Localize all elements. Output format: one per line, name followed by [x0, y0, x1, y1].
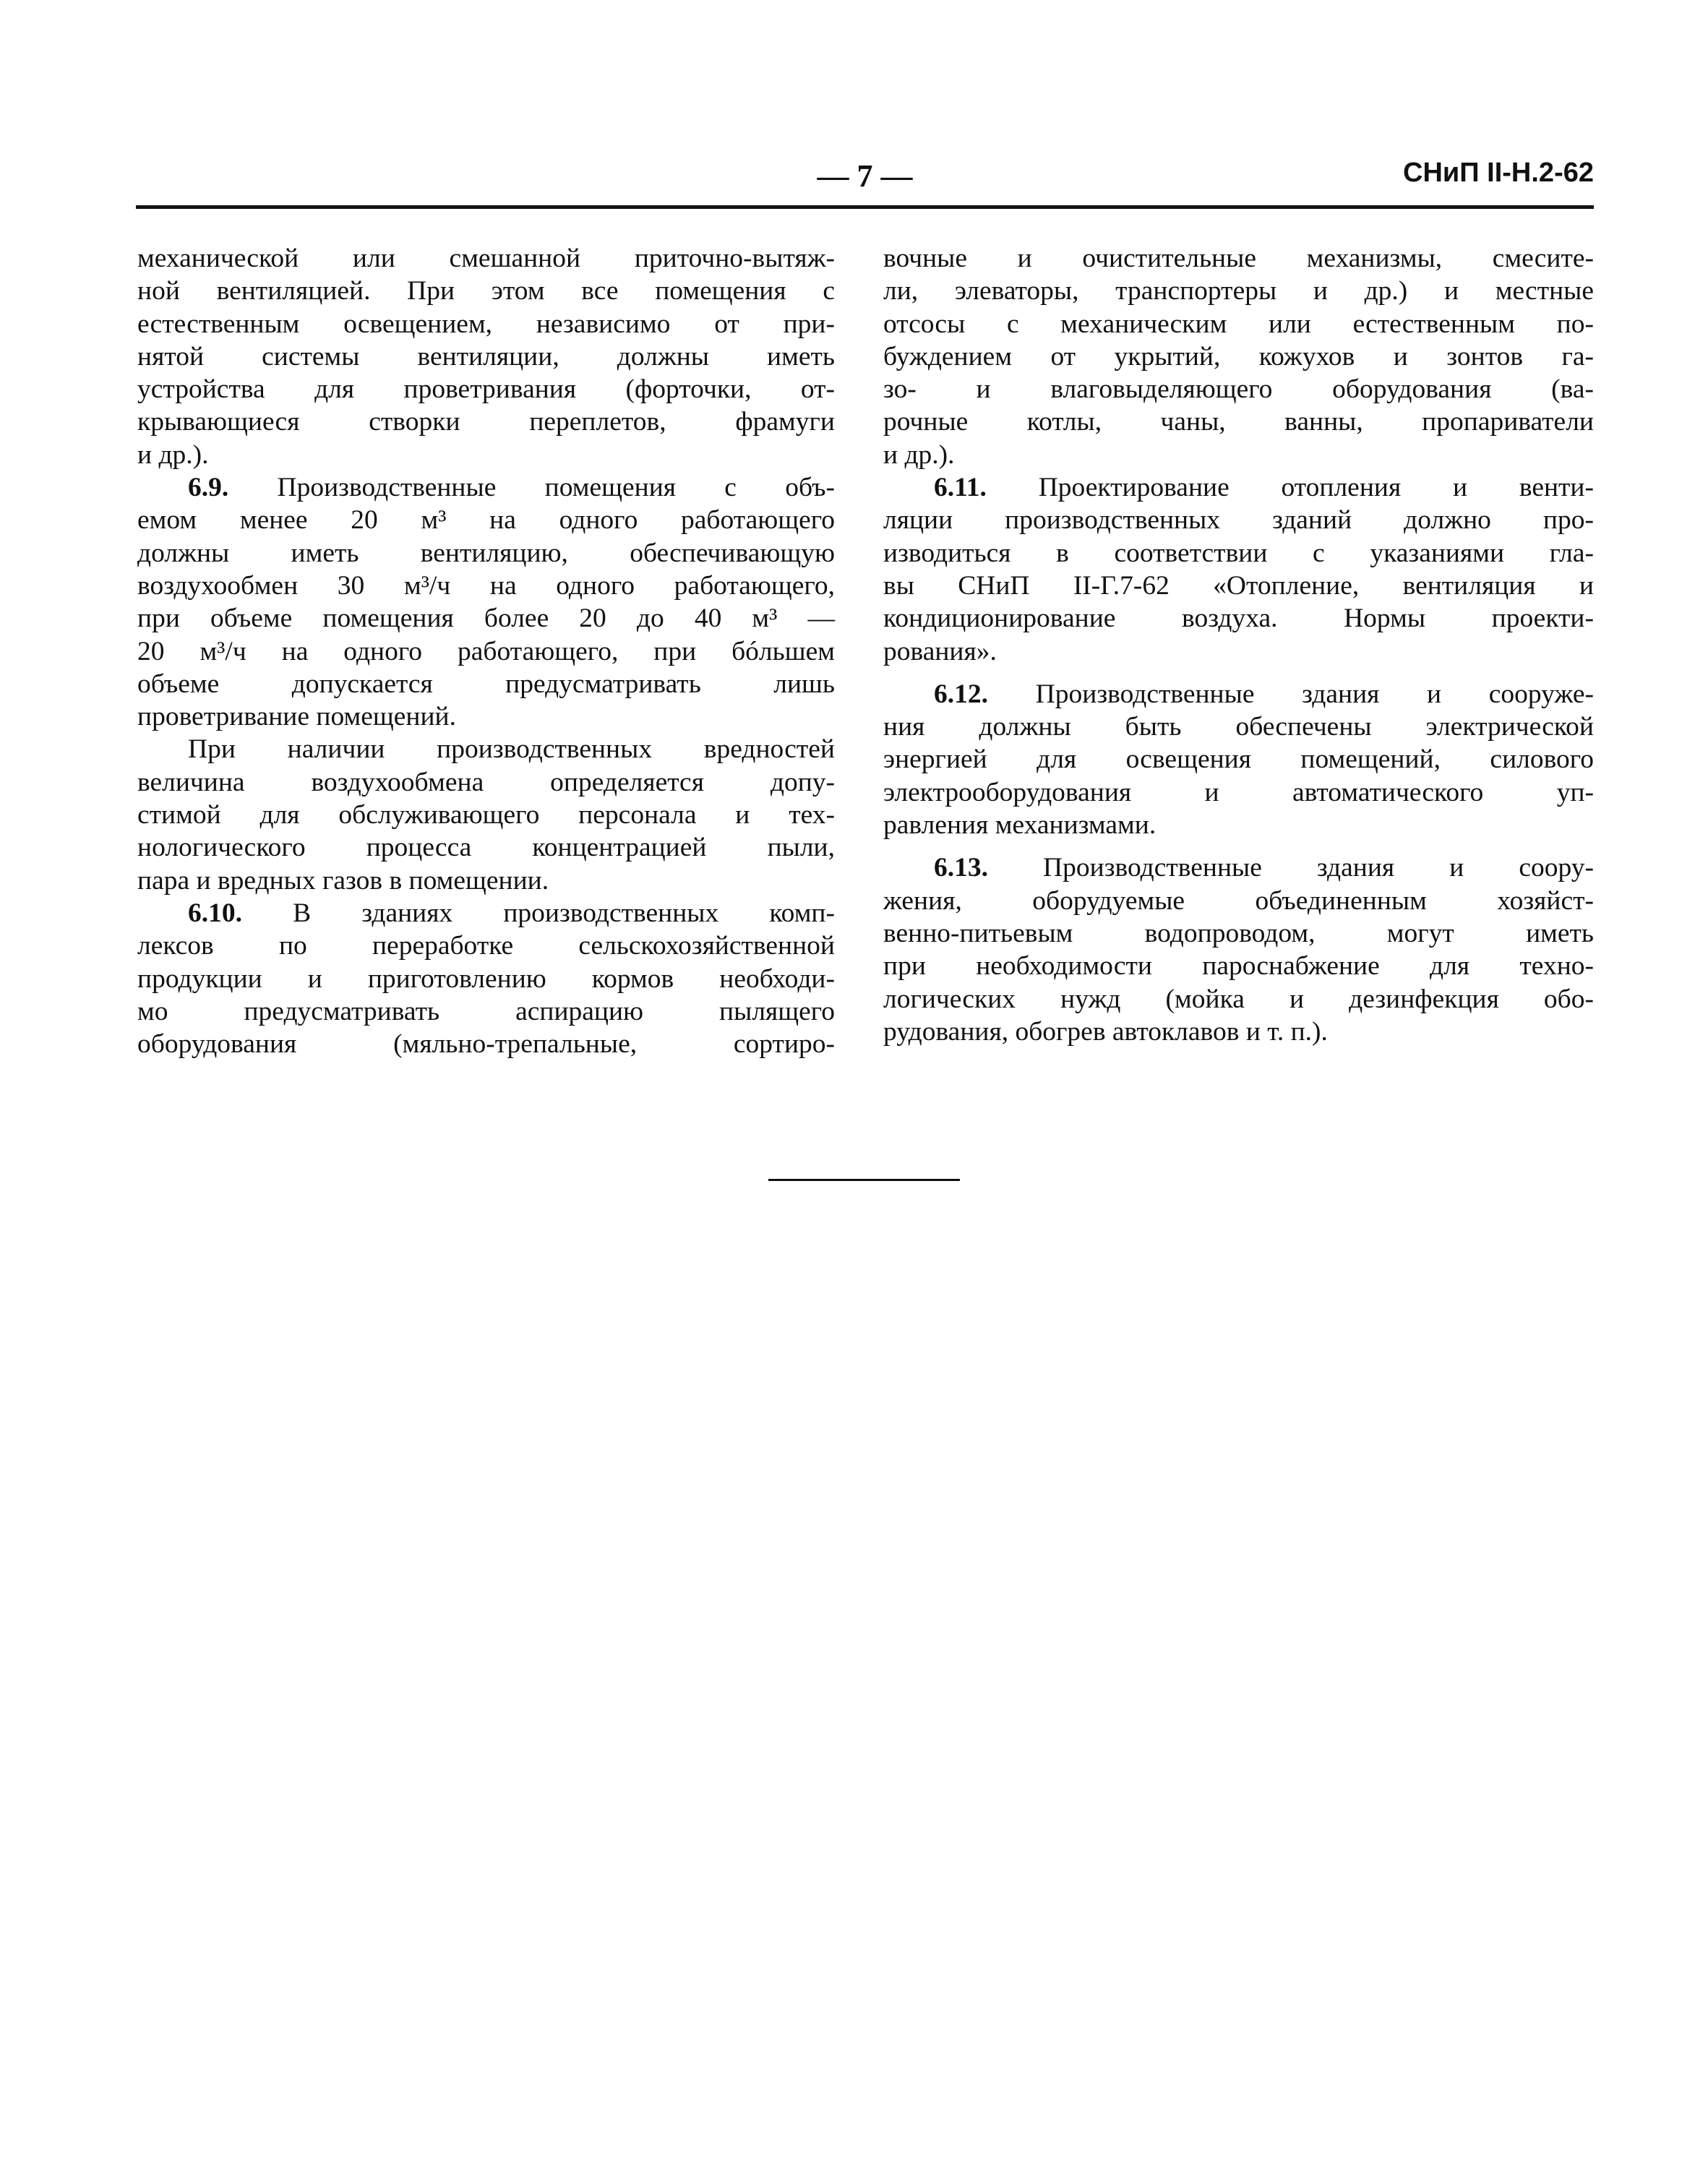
text-line	[883, 439, 1594, 471]
text-line	[137, 995, 835, 1028]
line-text: ляции производственных зданий должно про-	[883, 505, 1594, 536]
text-line	[883, 602, 1594, 635]
line-text: равления механизмами.	[883, 810, 1156, 841]
text-line	[137, 570, 835, 602]
line-text: В зданиях производственных комп-	[242, 898, 835, 928]
text-line	[883, 851, 1594, 884]
text-line	[137, 242, 835, 275]
line-text: ли, элеваторы, транспортеры и др.) и местные	[883, 276, 1594, 306]
header-rule	[136, 205, 1594, 209]
line-text: воздухообмен 30 м³/ч на одного работающего,	[137, 570, 835, 601]
text-line	[137, 831, 835, 864]
text-line	[137, 537, 835, 570]
text-line	[883, 776, 1594, 809]
line-text: механической или смешанной приточно-вытяж-	[137, 244, 835, 273]
line-text: мо предусматривать аспирацию пылящего	[137, 996, 835, 1026]
text-line	[137, 504, 835, 536]
line-text: венно-питьевым водопроводом, могут иметь	[883, 918, 1594, 948]
text-line	[137, 635, 835, 668]
line-text: жения, оборудуемые объединенным хозяйст-	[883, 885, 1594, 916]
line-text: стимой для обслуживающего персонала и тех-	[137, 800, 835, 830]
text-line	[137, 766, 835, 799]
text-line	[883, 885, 1594, 917]
text-line	[883, 504, 1594, 536]
text-line	[137, 471, 835, 504]
text-line	[883, 917, 1594, 950]
text-line	[883, 242, 1594, 275]
line-text: величина воздухообмена определяется допу-	[137, 767, 835, 797]
text-line	[137, 733, 835, 765]
line-text: ной вентиляцией. При этом все помещения с	[137, 276, 835, 306]
paragraph-gap	[883, 841, 1594, 851]
text-line	[137, 668, 835, 700]
text-line	[137, 405, 835, 438]
line-text: объеме допускается предусматривать лишь	[137, 669, 835, 699]
line-text: рочные котлы, чаны, ванны, пропариватели	[883, 407, 1594, 437]
line-text: изводиться в соответствии с указаниями гла-	[883, 538, 1594, 568]
text-line	[883, 471, 1594, 504]
line-text: вы СНиП II-Г.7-62 «Отопление, вентиляция и	[883, 570, 1594, 601]
text-line	[883, 570, 1594, 602]
clause-number: 6.12.	[934, 679, 988, 709]
right-column	[883, 242, 1594, 1048]
line-text: при необходимости пароснабжение для техно-	[883, 951, 1594, 982]
line-text: рования».	[883, 636, 997, 666]
clause-number: 6.10.	[188, 898, 242, 928]
text-line	[137, 864, 835, 897]
line-text: и др.).	[137, 439, 209, 470]
document-code: СНиП II-Н.2-62	[1403, 158, 1594, 188]
text-line	[137, 799, 835, 831]
page-header	[136, 158, 1594, 201]
text-line	[137, 373, 835, 405]
line-text: проветривание помещений.	[137, 702, 456, 732]
text-line	[137, 340, 835, 373]
text-line	[883, 537, 1594, 570]
page-number: — 7 —	[817, 158, 913, 194]
text-line	[137, 439, 835, 471]
text-line	[883, 308, 1594, 340]
text-line	[137, 1028, 835, 1060]
line-text: должны иметь вентиляцию, обеспечивающую	[137, 538, 835, 568]
text-line	[137, 700, 835, 733]
text-line	[883, 373, 1594, 405]
line-text: нологического процесса концентрацией пыли,	[137, 833, 835, 863]
clause-number: 6.13.	[934, 853, 988, 883]
line-text: крывающиеся створки переплетов, фрамуги	[137, 407, 835, 437]
line-text: продукции и приготовлению кормов необходи-	[137, 963, 835, 994]
line-text: Производственные здания и сооруже-	[988, 679, 1594, 709]
line-text: емом менее 20 м³ на одного работающего	[137, 505, 835, 536]
line-text: Производственные здания и соору-	[988, 853, 1594, 883]
text-line	[883, 405, 1594, 438]
line-text: рудования, обогрев автоклавов и т. п.).	[883, 1016, 1328, 1047]
text-line	[137, 275, 835, 307]
line-text: при объеме помещения более 20 до 40 м³ —	[137, 604, 835, 634]
end-rule	[768, 1179, 960, 1181]
text-line	[883, 1015, 1594, 1048]
text-line	[883, 950, 1594, 982]
text-line	[883, 743, 1594, 776]
line-text: энергией для освещения помещений, силового	[883, 744, 1594, 775]
line-text: При наличии производственных вредностей	[188, 734, 835, 765]
text-line	[883, 983, 1594, 1015]
line-text: и др.).	[883, 439, 955, 470]
line-text: лексов по переработке сельскохозяйственной	[137, 931, 835, 961]
line-text: зо- и влаговыделяющего оборудования (ва-	[883, 374, 1594, 405]
text-line	[137, 897, 835, 929]
text-line	[883, 275, 1594, 307]
text-line	[883, 678, 1594, 710]
line-text: ния должны быть обеспечены электрической	[883, 712, 1594, 742]
line-text: логических нужд (мойка и дезинфекция обо-	[883, 984, 1594, 1014]
line-text: буждением от укрытий, кожухов и зонтов га-	[883, 341, 1594, 372]
text-line	[883, 340, 1594, 373]
text-line	[137, 963, 835, 995]
line-text: 20 м³/ч на одного работающего, при бóльшем	[137, 636, 835, 666]
line-text: отсосы с механическим или естественным по-	[883, 309, 1594, 339]
line-text: электрооборудования и автоматического уп-	[883, 777, 1594, 807]
clause-number: 6.11.	[934, 473, 987, 503]
line-text: естественным освещением, независимо от при-	[137, 309, 835, 339]
text-line	[137, 308, 835, 340]
text-line	[883, 809, 1594, 841]
line-text: Производственные помещения с объ-	[228, 473, 835, 503]
line-text: вочные и очистительные механизмы, смесите-	[883, 244, 1594, 273]
line-text: оборудования (мяльно-трепальные, сортиро-	[137, 1029, 835, 1060]
paragraph-gap	[883, 668, 1594, 678]
text-line	[137, 602, 835, 635]
left-column	[137, 242, 835, 1060]
line-text: нятой системы вентиляции, должны иметь	[137, 341, 835, 372]
text-columns	[137, 242, 1594, 1182]
text-line	[137, 929, 835, 962]
line-text: кондиционирование воздуха. Нормы проекти-	[883, 604, 1594, 634]
line-text: Проектирование отопления и венти-	[986, 473, 1594, 503]
line-text: пара и вредных газов в помещении.	[137, 865, 549, 896]
clause-number: 6.9.	[188, 473, 229, 503]
line-text: устройства для проветривания (форточки, от-	[137, 374, 835, 405]
text-line	[883, 710, 1594, 743]
text-line	[883, 635, 1594, 668]
